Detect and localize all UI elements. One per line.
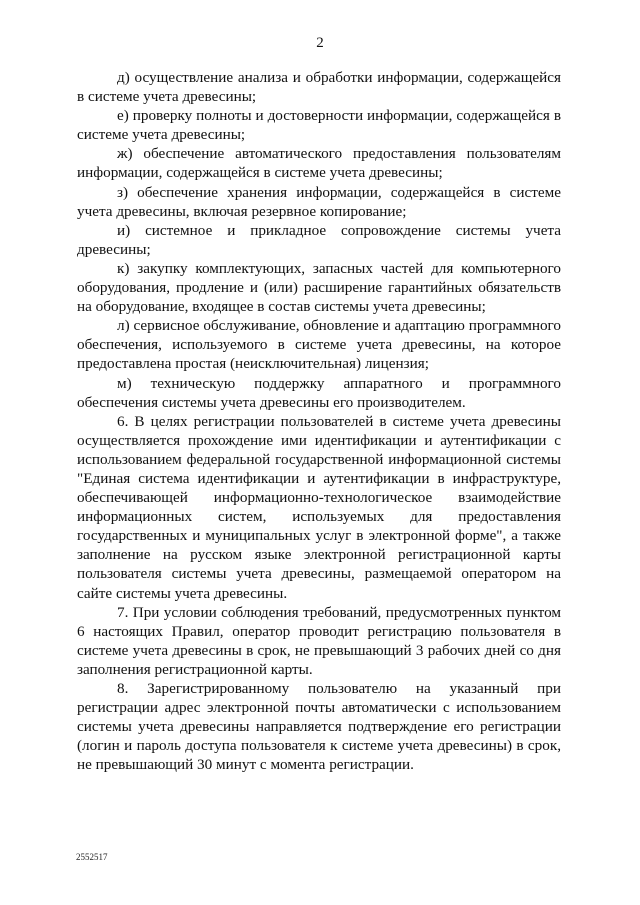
- list-item-m: м) техническую поддержку аппаратного и программного обеспечения системы учета древесины его производителем.: [77, 374, 561, 411]
- list-item-d: д) осуществление анализа и обработки информации, содержащейся в системе учета древесины;: [77, 69, 561, 106]
- document-body: [77, 68, 561, 774]
- list-item-zh: ж) обеспечение автоматического предоставления пользователям информации, содержащейся в системе учета древесины;: [77, 145, 561, 182]
- list-item-e: е) проверку полноты и достоверности информации, содержащейся в системе учета древесины;: [77, 107, 561, 144]
- document-code: 2552517: [76, 852, 108, 862]
- clause-7: 7. При условии соблюдения требований, предусмотренных пунктом 6 настоящих Правил, оператор проводит регистрацию пользователя в системе учета древесины в срок, не превышающий 3 рабочих дней со дня заполнения регистрационной карты.: [77, 603, 561, 678]
- page-number: 2: [316, 35, 324, 51]
- list-item-i: и) системное и прикладное сопровождение системы учета древесины;: [77, 221, 561, 258]
- clause-8: 8. Зарегистрированному пользователю на указанный при регистрации адрес электронной почты автоматически с использованием системы учета древесины направляется подтверждение его регистрации (логин и пароль доступа пользователя к системе учета древесины) в срок, не превышающий 30 минут с момента регистрации.: [77, 680, 561, 774]
- list-item-k: к) закупку комплектующих, запасных частей для компьютерного оборудования, продление и (или) расширение гарантийных обязательств на оборудование, входящее в состав системы учета древесины;: [77, 259, 561, 316]
- clause-6: 6. В целях регистрации пользователей в системе учета древесины осуществляется прохождение ими идентификации и аутентификации с использованием федеральной государственной информационной системы "Единая система идентификации и аутентификации в инфраструктуре, обеспечивающей информационно-технологическое взаимодействие информационных систем, используемых для предоставления государственных и муниципальных услуг в электронной форме", а также заполнение на русском языке электронной регистрационной карты пользователя системы учета древесины, размещаемой оператором на сайте системы учета древесины.: [77, 412, 561, 602]
- list-item-l: л) сервисное обслуживание, обновление и адаптацию программного обеспечения, используемого в системе учета древесины, на которое предоставлена простая (неисключительная) лицензия;: [77, 317, 561, 373]
- list-item-z: з) обеспечение хранения информации, содержащейся в системе учета древесины, включая резервное копирование;: [77, 183, 561, 220]
